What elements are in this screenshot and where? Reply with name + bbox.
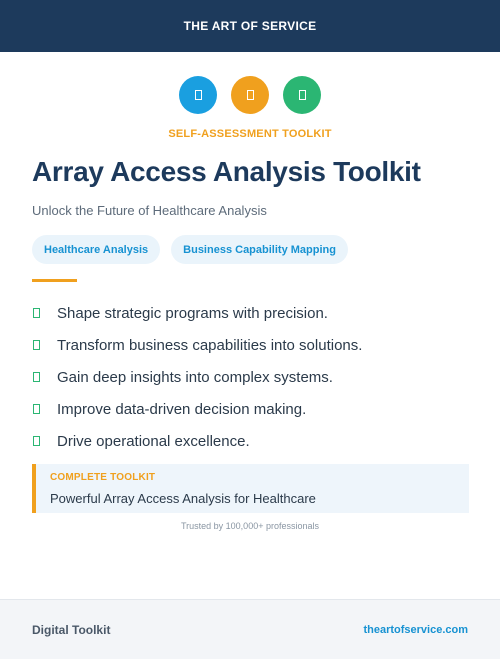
callout-text: Powerful Array Access Analysis for Healthcare (50, 491, 316, 506)
page-title: Array Access Analysis Toolkit (32, 156, 421, 187)
top-banner (0, 0, 500, 52)
website-link[interactable]: theartofservice.com (363, 623, 468, 636)
benefit-text: Gain deep insights into complex systems. (57, 368, 333, 386)
list-item (32, 393, 472, 425)
icon-row (0, 76, 500, 114)
benefit-list (32, 297, 472, 457)
trust-note: Trusted by 100,000+ professionals (180, 521, 319, 531)
callout-label: COMPLETE TOOLKIT (50, 472, 156, 483)
orange-circle-icon (231, 76, 269, 114)
list-item (32, 425, 472, 457)
footer-label: Digital Toolkit (32, 622, 111, 637)
toolkit-callout (32, 464, 469, 513)
footer-bar (0, 599, 500, 659)
list-item (32, 361, 472, 393)
check-icon (33, 436, 40, 446)
check-icon (33, 372, 40, 382)
tag-list (32, 235, 348, 264)
list-item (32, 297, 472, 329)
check-icon (33, 308, 40, 318)
benefit-text: Improve data-driven decision making. (57, 400, 307, 418)
benefit-text: Drive operational excellence. (57, 432, 250, 450)
brand-name: THE ART OF SERVICE (183, 19, 317, 33)
green-circle-icon (283, 76, 321, 114)
blue-circle-icon (179, 76, 217, 114)
benefit-text: Shape strategic programs with precision. (57, 304, 328, 322)
page-subtitle: Unlock the Future of Healthcare Analysis (32, 203, 267, 218)
list-item (32, 329, 472, 361)
check-icon (33, 340, 40, 350)
accent-divider (32, 279, 77, 282)
tag-business-capability-mapping[interactable]: Business Capability Mapping (171, 235, 348, 264)
tag-healthcare-analysis[interactable]: Healthcare Analysis (32, 235, 160, 264)
kicker-label: SELF-ASSESSMENT TOOLKIT (168, 128, 332, 140)
check-icon (33, 404, 40, 414)
benefit-text: Transform business capabilities into solutions. (57, 336, 363, 354)
